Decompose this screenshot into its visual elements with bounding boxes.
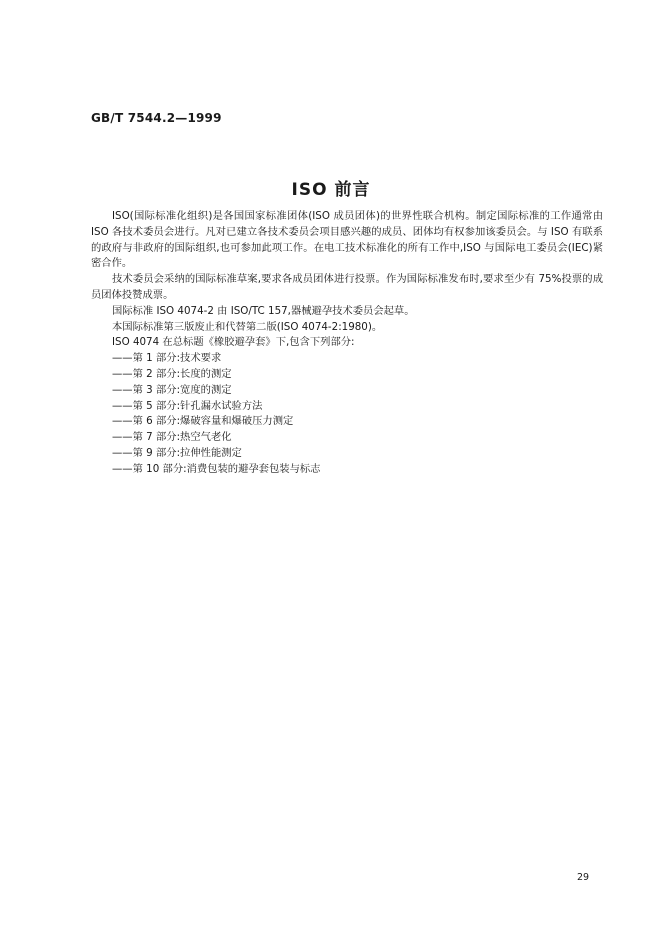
paragraph-voting: 技术委员会采纳的国际标准草案,要求各成员团体进行投票。作为国际标准发布时,要求至少有 75%投票的成员团体投赞成票。 bbox=[91, 273, 603, 301]
paragraph-parts-intro: ISO 4074 在总标题《橡胶避孕套》下,包含下列部分: bbox=[112, 336, 355, 349]
list-item: ——第 7 部分:热空气老化 bbox=[112, 431, 232, 444]
list-item: ——第 1 部分:技术要求 bbox=[112, 352, 222, 365]
list-item: ——第 6 部分:爆破容量和爆破压力测定 bbox=[112, 415, 294, 428]
paragraph-edition: 本国际标准第三版废止和代替第二版(ISO 4074-2:1980)。 bbox=[112, 320, 383, 333]
page-number: 29 bbox=[577, 872, 590, 883]
list-item: ——第 2 部分:长度的测定 bbox=[112, 367, 232, 380]
list-item: ——第 10 部分:消费包装的避孕套包装与标志 bbox=[112, 462, 321, 475]
paragraph-iso-intro: ISO(国际标准化组织)是各国国家标准团体(ISO 成员团体)的世界性联合机构。制定国际标准的工作通常由 ISO 各技术委员会进行。凡对已建立各技术委员会项目感兴趣的成员、团体均有权参加该委员会。与 ISO 有联系的政府与非政府的国际组织,也可参加此项工作。在电工技术标准化的所有工作中,ISO 与国际电工委员会(IEC)紧密合作。 bbox=[91, 210, 603, 270]
page-title: ISO 前言 bbox=[291, 180, 371, 200]
list-item: ——第 9 部分:拉伸性能测定 bbox=[112, 446, 242, 459]
paragraph-drafting-committee: 国际标准 ISO 4074-2 由 ISO/TC 157,器械避孕技术委员会起草。 bbox=[112, 304, 415, 317]
parts-list bbox=[91, 351, 603, 477]
list-item: ——第 5 部分:针孔漏水试验方法 bbox=[112, 399, 263, 412]
body-text bbox=[91, 209, 603, 478]
list-item: ——第 3 部分:宽度的测定 bbox=[112, 383, 232, 396]
standard-number: GB/T 7544.2—1999 bbox=[91, 111, 222, 125]
